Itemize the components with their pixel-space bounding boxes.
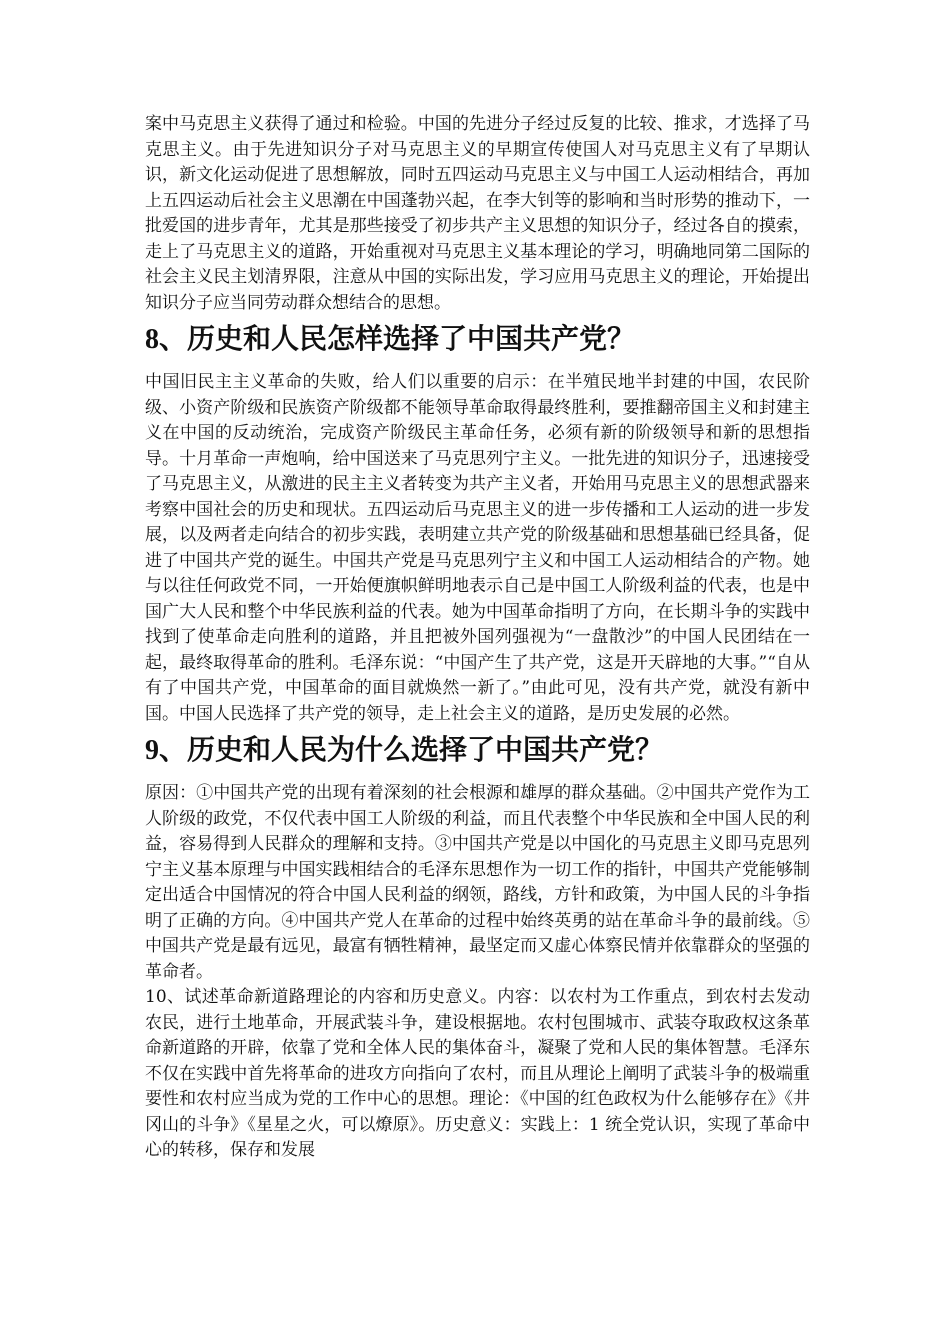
paragraph-marxism-choice: 案中马克思主义获得了通过和检验。中国的先进分子经过反复的比较、推求，才选择了马克思主义。由于先进知识分子对马克思主义的早期宣传使国人对马克思主义有了早期认识，新文化运动促进了思想解放，同时五四运动马克思主义与中国工人运动相结合，再加上五四运动后社会主义思潮在中国蓬勃兴起，在李大钊等的影响和当时形势的推动下，一批爱国的进步青年，尤其是那些接受了初步共产主义思想的知识分子，经过各自的摸索，走上了马克思主义的道路，开始重视对马克思主义基本理论的学习，明确地同第二国际的社会主义民主划清界限，注意从中国的实际出发，学习应用马克思主义的理论，开始提出知识分子应当同劳动群众想结合的思想。 bbox=[145, 114, 810, 313]
paragraph-new-revolutionary-road: 10、试述革命新道路理论的内容和历史意义。内容：以农村为工作重点，到农村去发动农民，进行土地革命，开展武装斗争，建设根据地。农村包围城市、武装夺取政权这条革命新道路的开辟，依靠了党和全体人民的集体奋斗，凝聚了党和人民的集体智慧。毛泽东不仅在实践中首先将革命的进攻方向指向了农村，而且从理论上阐明了武装斗争的极端重要性和农村应当成为党的工作中心的思想。理论：《中国的红色政权为什么能够存在》《井冈山的斗争》《星星之火，可以燎原》。历史意义：实践上：1 统全党认识，实现了革命中心的转移，保存和发展 bbox=[145, 987, 810, 1160]
section-heading-8 bbox=[145, 320, 810, 360]
section-title-8: 、历史和人民怎样选择了中国共产党？ bbox=[159, 324, 636, 355]
section-number-9: 9 bbox=[145, 735, 159, 766]
paragraph-why-chose-party: 原因：①中国共产党的出现有着深刻的社会根源和雄厚的群众基础。②中国共产党作为工人阶级的政党，不仅代表中国工人阶级的利益，而且代表整个中华民族和全中国人民的利益，容易得到人民群众的理解和支持。③中国共产党是以中国化的马克思主义即马克思列宁主义基本原理与中国实践相结合的毛泽东思想作为一切工作的指针，中国共产党能够制定出适合中国情况的符合中国人民利益的纲领，路线，方针和政策，为中国人民的斗争指明了正确的方向。④中国共产党人在革命的过程中始终英勇的站在革命斗争的最前线。⑤中国共产党是最有远见，最富有牺牲精神，最坚定而又虚心体察民情并依靠群众的坚强的革命者。 bbox=[145, 783, 810, 982]
section-number-8: 8 bbox=[145, 324, 159, 355]
section-heading-9 bbox=[145, 731, 810, 771]
document-body bbox=[145, 112, 810, 1164]
paragraph-how-chose-party: 中国旧民主主义革命的失败，给人们以重要的启示：在半殖民地半封建的中国，农民阶级、小资产阶级和民族资产阶级都不能领导革命取得最终胜利，要推翻帝国主义和封建主义在中国的反动统治，完成资产阶级民主革命任务，必须有新的阶级领导和新的思想指导。十月革命一声炮响，给中国送来了马克思列宁主义。一批先进的知识分子，迅速接受了马克思主义，从激进的民主主义者转变为共产主义者，开始用马克思主义的思想武器来考察中国社会的历史和现状。五四运动后马克思主义的进一步传播和工人运动的进一步发展，以及两者走向结合的初步实践，表明建立共产党的阶级基础和思想基础已经具备，促进了中国共产党的诞生。中国共产党是马克思列宁主义和中国工人运动相结合的产物。她与以往任何政党不同，一开始便旗帜鲜明地表示自己是中国工人阶级利益的代表，也是中国广大人民和整个中华民族利益的代表。她为中国革命指明了方向，在长期斗争的实践中找到了使革命走向胜利的道路，并且把被外国列强视为“一盘散沙”的中国人民团结在一起，最终取得革命的胜利。毛泽东说：“中国产生了共产党，这是开天辟地的大事。”“自从有了中国共产党，中国革命的面目就焕然一新了。”由此可见，没有共产党，就没有新中国。中国人民选择了共产党的领导，走上社会主义的道路，是历史发展的必然。 bbox=[145, 372, 810, 724]
section-title-9: 、历史和人民为什么选择了中国共产党？ bbox=[159, 735, 664, 766]
